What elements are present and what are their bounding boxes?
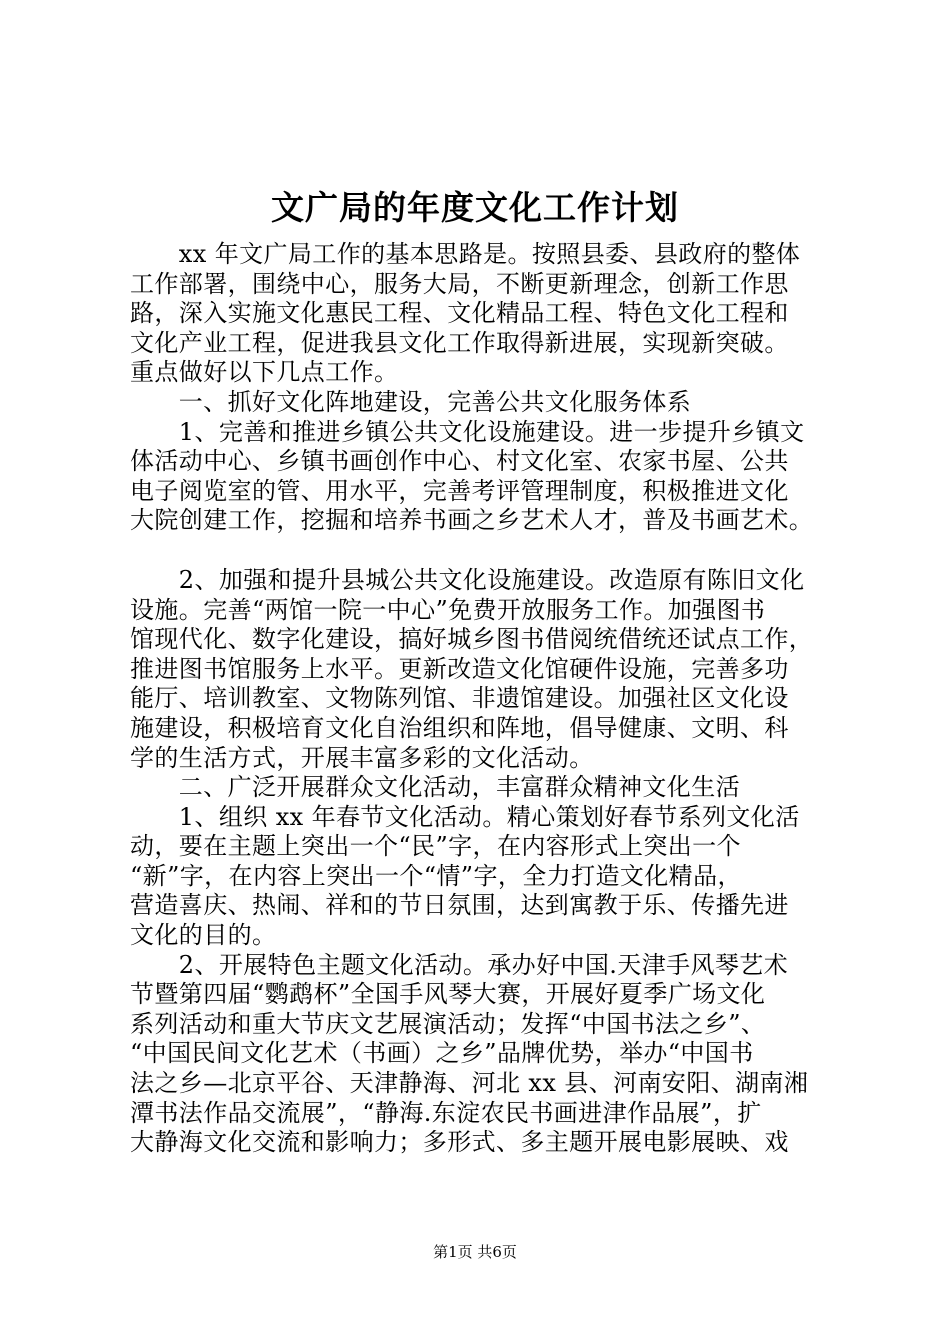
text-line: 营造喜庆、热闹、祥和的节日氛围，达到寓教于乐、传播先进 — [130, 891, 789, 920]
text-line: 文化的目的。 — [130, 921, 277, 950]
text-line: 馆现代化、数字化建设，搞好城乡图书借阅统借统还试点工作， — [130, 625, 814, 654]
text-line: 体活动中心、乡镇书画创作中心、村文化室、农家书屋、公共 — [130, 447, 789, 476]
text-line: 路，深入实施文化惠民工程、文化精品工程、特色文化工程和 — [130, 299, 789, 328]
document-body — [130, 240, 840, 1158]
text-line: 1、完善和推进乡镇公共文化设施建设。进一步提升乡镇文 — [130, 417, 805, 446]
text-line: “新”字，在内容上突出一个“情”字，全力打造文化精品， — [130, 861, 742, 890]
text-line: 能厅、培训教室、文物陈列馆、非遗馆建设。加强社区文化设 — [130, 684, 789, 713]
text-line: 文化产业工程，促进我县文化工作取得新进展，实现新突破。 — [130, 328, 789, 357]
blank-line — [130, 536, 840, 566]
text-line: 动，要在主题上突出一个“民”字，在内容形式上突出一个 — [130, 832, 741, 861]
text-line: 系列活动和重大节庆文艺展演活动；发挥“中国书法之乡”、 — [130, 1009, 766, 1038]
text-line: 法之乡—北京平谷、天津静海、河北 xx 县、河南安阳、湖南湘 — [130, 1069, 809, 1098]
page-footer: 第1页 共6页 — [433, 1243, 517, 1261]
document-title: 文广局的年度文化工作计划 — [271, 188, 679, 227]
text-line: 推进图书馆服务上水平。更新改造文化馆硬件设施，完善多功 — [130, 654, 789, 683]
text-line: xx 年文广局工作的基本思路是。按照县委、县政府的整体 — [130, 240, 801, 268]
text-line: 设施。完善“两馆一院一中心”免费开放服务工作。加强图书 — [130, 595, 766, 624]
text-line: 2、加强和提升县城公共文化设施建设。改造原有陈旧文化 — [130, 565, 805, 594]
text-line: 一、抓好文化阵地建设，完善公共文化服务体系 — [130, 387, 692, 416]
text-line: “中国民间文化艺术（书画）之乡”品牌优势，举办“中国书 — [130, 1039, 754, 1068]
text-line: 节暨第四届“鹦鹉杯”全国手风琴大赛，开展好夏季广场文化 — [130, 980, 766, 1009]
text-line: 潭书法作品交流展”，“静海.东淀农民书画进津作品展”，扩 — [130, 1098, 762, 1127]
text-line: 学的生活方式，开展丰富多彩的文化活动。 — [130, 743, 594, 772]
text-line: 重点做好以下几点工作。 — [130, 358, 399, 387]
text-line: 2、开展特色主题文化活动。承办好中国.天津手风琴艺术 — [130, 950, 789, 979]
text-line: 二、广泛开展群众文化活动，丰富群众精神文化生活 — [130, 773, 740, 802]
text-line: 工作部署，围绕中心，服务大局，不断更新理念，创新工作思 — [130, 269, 789, 298]
text-line: 大静海文化交流和影响力；多形式、多主题开展电影展映、戏 — [130, 1128, 789, 1157]
text-line: 大院创建工作，挖掘和培养书画之乡艺术人才，普及书画艺术。 — [130, 506, 814, 535]
text-line: 电子阅览室的管、用水平，完善考评管理制度，积极推进文化 — [130, 476, 789, 505]
text-line: 施建设，积极培育文化自治组织和阵地，倡导健康、文明、科 — [130, 713, 789, 742]
text-line: 1、组织 xx 年春节文化活动。精心策划好春节系列文化活 — [130, 802, 800, 831]
